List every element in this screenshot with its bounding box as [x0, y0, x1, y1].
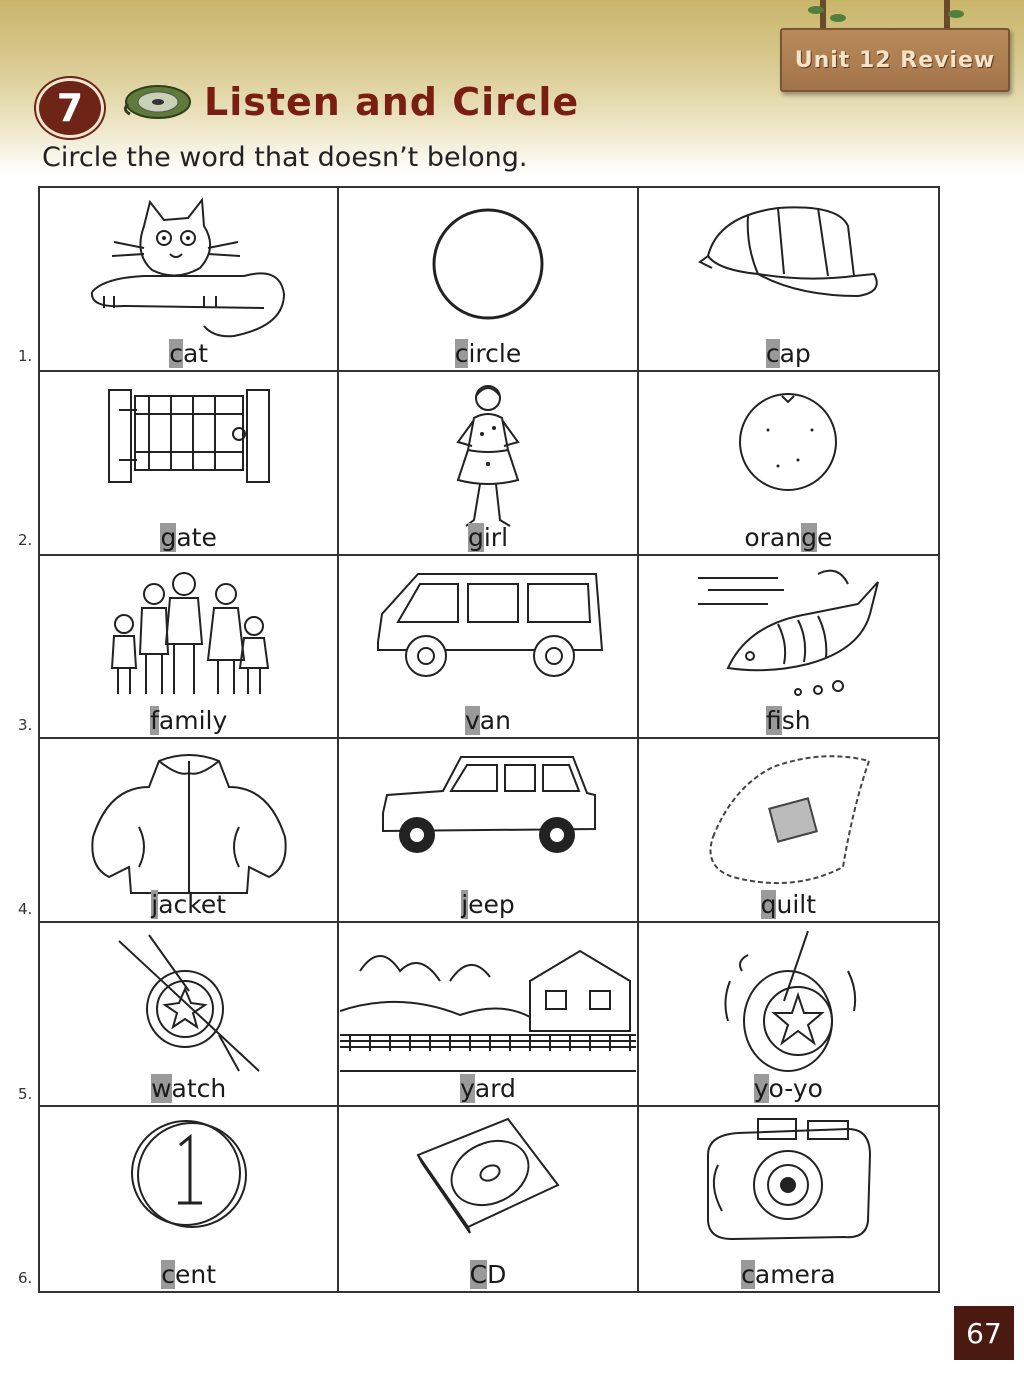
word-cell[interactable] — [339, 372, 638, 556]
word-rest: eep — [468, 890, 515, 920]
quilt-drawing — [693, 747, 883, 901]
sign-post-left — [820, 0, 826, 30]
highlighted-letter: q — [760, 890, 777, 920]
activity-title: Listen and Circle — [204, 80, 580, 124]
word-rest: e — [816, 522, 833, 552]
word-cell[interactable] — [339, 556, 638, 740]
word-label — [339, 706, 636, 735]
watch-drawing — [109, 931, 269, 1085]
word-label — [339, 890, 636, 919]
highlighted-letter: C — [469, 1259, 488, 1289]
highlighted-letter: c — [161, 1259, 176, 1289]
word-label — [639, 1074, 938, 1103]
highlighted-letter: f — [766, 706, 782, 736]
instruction-text: Circle the word that doesn’t belong. — [42, 142, 528, 173]
word-label — [40, 339, 337, 368]
girl-drawing — [438, 380, 538, 534]
fish-drawing — [688, 564, 888, 708]
word-rest: at — [182, 338, 209, 368]
word-cell[interactable] — [40, 372, 339, 556]
van-drawing — [368, 564, 608, 688]
word-rest: irl — [483, 522, 509, 552]
word-rest: ish — [781, 706, 811, 736]
word-label — [339, 339, 636, 368]
highlighted-letter: g — [160, 522, 177, 552]
word-rest: o-yo — [768, 1074, 823, 1104]
highlighted-letter: c — [454, 338, 469, 368]
orange-drawing — [728, 380, 848, 504]
yoyo-drawing — [708, 931, 868, 1085]
highlighted-letter: f — [150, 706, 159, 736]
audio-cd-icon — [120, 80, 192, 124]
word-cell[interactable] — [40, 1107, 339, 1291]
word-cell[interactable] — [339, 923, 638, 1107]
cent-drawing — [124, 1115, 254, 1239]
row-number: 1. — [18, 346, 33, 365]
word-label — [339, 1260, 636, 1289]
leaf-icon — [830, 14, 846, 22]
word-rest: uilt — [776, 890, 817, 920]
word-rest: acket — [158, 890, 227, 920]
cap-drawing — [688, 196, 888, 320]
circle-drawing — [423, 196, 553, 330]
highlighted-letter: g — [801, 522, 817, 552]
word-rest: ard — [474, 1074, 516, 1104]
word-label — [639, 339, 938, 368]
leaf-icon — [948, 10, 964, 18]
word-rest: D — [487, 1259, 507, 1289]
word-prefix: oran — [744, 522, 802, 552]
word-cell[interactable] — [339, 188, 638, 372]
word-rest: ate — [176, 522, 217, 552]
word-cell[interactable] — [339, 739, 638, 923]
page-number-badge — [954, 1306, 1014, 1360]
family-drawing — [104, 564, 274, 708]
highlighted-letter: g — [467, 522, 484, 552]
camera-drawing — [698, 1115, 878, 1249]
word-cell[interactable] — [639, 556, 938, 740]
word-label — [40, 706, 337, 735]
word-label — [40, 523, 337, 552]
row-number: 5. — [18, 1084, 33, 1103]
word-label — [639, 706, 938, 735]
word-cell[interactable] — [639, 923, 938, 1107]
highlighted-letter: w — [151, 1074, 172, 1104]
yard-drawing — [340, 931, 636, 1085]
jacket-drawing — [79, 747, 299, 901]
word-cell[interactable] — [639, 188, 938, 372]
highlighted-letter: c — [741, 1259, 755, 1289]
word-cell[interactable] — [40, 188, 339, 372]
picture-word-grid — [38, 186, 940, 1293]
word-rest: amera — [754, 1259, 836, 1289]
leaf-icon — [808, 6, 824, 14]
word-cell[interactable] — [40, 739, 339, 923]
row-number: 6. — [18, 1269, 33, 1287]
highlighted-letter: y — [753, 1074, 769, 1104]
word-label — [40, 1260, 337, 1289]
row-number: 3. — [18, 715, 33, 734]
word-label — [40, 1074, 337, 1103]
word-cell[interactable] — [339, 1107, 638, 1291]
word-label — [40, 890, 337, 919]
unit-sign — [780, 28, 1010, 92]
word-label — [339, 1074, 636, 1103]
highlighted-letter: c — [765, 338, 780, 368]
word-cell[interactable] — [639, 739, 938, 923]
word-cell[interactable] — [40, 556, 339, 740]
word-label — [639, 523, 938, 552]
highlighted-letter: y — [460, 1074, 475, 1104]
cat-drawing — [84, 196, 294, 350]
word-rest: an — [479, 706, 511, 736]
word-label — [639, 1260, 938, 1289]
highlighted-letter: j — [461, 890, 469, 920]
unit-label: Unit 12 Review — [794, 47, 996, 73]
row-number: 2. — [18, 531, 33, 549]
activity-number-badge — [36, 78, 104, 138]
word-cell[interactable] — [639, 1107, 938, 1291]
activity-number: 7 — [56, 86, 84, 130]
word-cell[interactable] — [40, 923, 339, 1107]
cd-drawing — [408, 1115, 568, 1239]
page-number: 67 — [966, 1316, 1002, 1350]
word-cell[interactable] — [639, 372, 938, 556]
word-rest: ircle — [468, 338, 522, 368]
highlighted-letter: c — [169, 338, 183, 368]
row-number: 4. — [18, 900, 33, 918]
word-rest: atch — [171, 1074, 227, 1104]
highlighted-letter: j — [151, 890, 159, 920]
gate-drawing — [99, 380, 279, 494]
jeep-drawing — [373, 747, 603, 871]
word-rest: ap — [779, 338, 811, 368]
word-label — [339, 523, 636, 552]
highlighted-letter: v — [465, 706, 480, 736]
word-rest: amily — [158, 706, 228, 736]
word-rest: ent — [175, 1259, 217, 1289]
word-label — [639, 890, 938, 919]
